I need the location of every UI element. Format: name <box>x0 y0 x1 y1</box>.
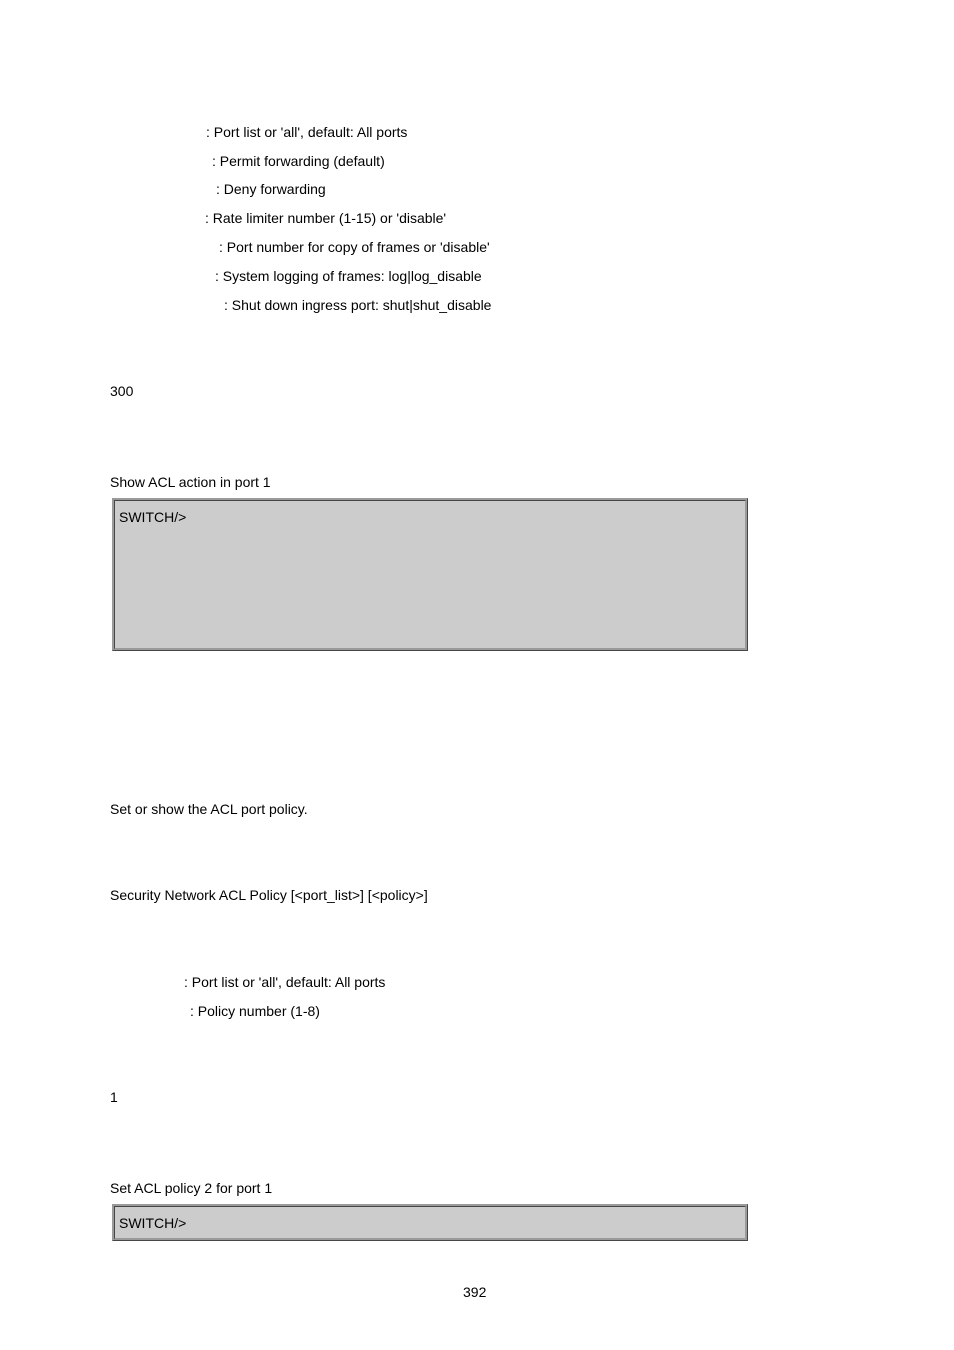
param-desc-permit: : Permit forwarding (default) <box>212 153 385 169</box>
default-value-2: 1 <box>110 1089 118 1105</box>
command-syntax: Security Network ACL Policy [<port_list>] [<policy>] <box>110 887 428 903</box>
cli-example-box-2 <box>112 1204 748 1241</box>
param-desc-shutdown: : Shut down ingress port: shut|shut_disable <box>224 297 492 313</box>
cli-prompt-2: SWITCH/> <box>119 1215 187 1231</box>
cli-prompt-1: SWITCH/> <box>119 509 187 525</box>
param-desc-rate-limiter: : Rate limiter number (1-15) or 'disable' <box>205 210 447 226</box>
param-desc-port-list: : Port list or 'all', default: All ports <box>206 124 408 140</box>
page-number: 392 <box>463 1284 487 1300</box>
default-value-1: 300 <box>110 383 134 399</box>
param-desc-logging: : System logging of frames: log|log_disable <box>215 268 482 284</box>
cli-example-box-1 <box>112 498 748 651</box>
param-desc-port-list-2: : Port list or 'all', default: All ports <box>184 974 386 990</box>
param-desc-policy: : Policy number (1-8) <box>190 1003 320 1019</box>
example-caption-2: Set ACL policy 2 for port 1 <box>110 1180 273 1196</box>
param-desc-deny: : Deny forwarding <box>216 181 326 197</box>
param-desc-port-copy: : Port number for copy of frames or 'disable' <box>219 239 490 255</box>
command-description: Set or show the ACL port policy. <box>110 801 308 817</box>
example-caption-1: Show ACL action in port 1 <box>110 474 271 490</box>
